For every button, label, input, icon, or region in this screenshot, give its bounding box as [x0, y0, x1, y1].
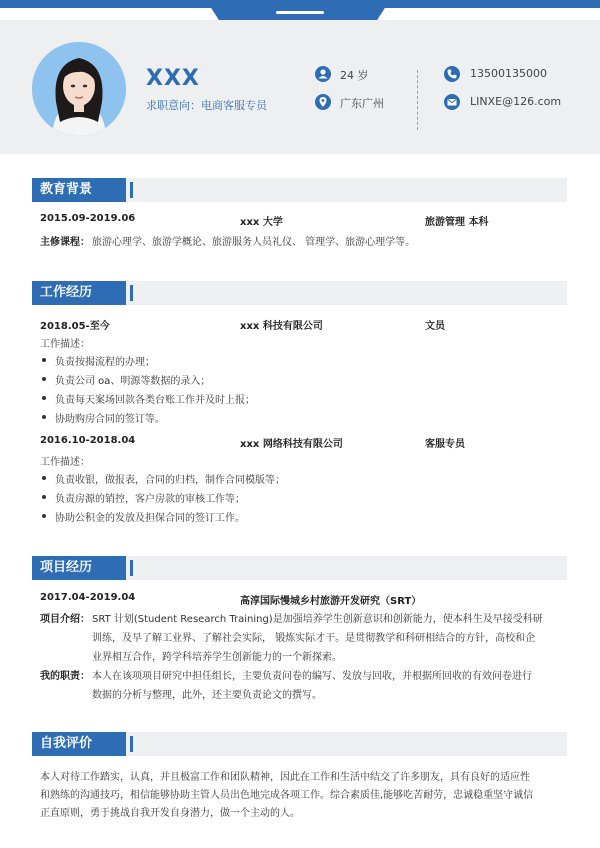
self-evaluation-line: 和熟练的沟通技巧，相信能够协助主管人员出色地完成各项工作。综合素质佳,能够吃苦耐劳，忠诚稳重坚守诚信 — [40, 790, 534, 801]
bullet-dot — [42, 396, 46, 400]
project-period: 2017.04-2019.04 — [40, 592, 136, 603]
self-evaluation-line: 本人对待工作踏实，认真，并且极富工作和团队精神，因此在工作和生活中结交了许多朋友，具有良好的适应性 — [40, 772, 530, 783]
job-company: xxx 科技有限公司 — [240, 321, 323, 332]
job-role: 文员 — [425, 321, 445, 332]
bullet-dot — [42, 358, 46, 362]
header-divider — [417, 70, 418, 130]
self-evaluation-line: 正直原则，勇于挑战自我开发自身潜力，做一个主动的人。 — [40, 808, 300, 819]
project-name: 高淳国际慢城乡村旅游开发研究（SRT） — [240, 596, 422, 607]
project-intro-label: 项目介绍： — [40, 614, 90, 625]
top-tab — [206, 0, 390, 20]
project-intro-line: 训练，及早了解工业界、了解社会实际， 锻炼实际才干。是贯彻教学和科研相结合的方针，高校和企 — [92, 633, 536, 644]
courses-text: 旅游心理学、旅游学概论、旅游服务人员礼仪、 管理学、旅游心理学等。 — [92, 237, 416, 248]
email-text: LINXE@126.com — [470, 95, 562, 108]
job-role: 客服专员 — [425, 439, 465, 450]
job-item: 协助公积金的发放及担保合同的签订工作。 — [55, 513, 245, 524]
section-accent-education — [130, 182, 133, 198]
job-item: 负责每天案场回款各类台账工作并及时上报； — [55, 395, 255, 406]
job-intent: 求职意向：电商客服专员 — [146, 99, 267, 112]
job-item: 负责按揭流程的办理； — [55, 357, 155, 368]
candidate-name: XXX — [146, 66, 200, 91]
education-major: 旅游管理 本科 — [425, 217, 489, 228]
bullet-dot — [42, 377, 46, 381]
mail-icon — [444, 94, 460, 110]
job-item: 负责收银，做报表，合同的归档，制作合同模版等； — [55, 475, 285, 486]
bullet-dot — [42, 415, 46, 419]
project-duty-line: 数据的分析与整理，此外，还主要负责论文的撰写。 — [92, 690, 322, 701]
job-period: 2016.10-2018.04 — [40, 435, 136, 446]
section-title-work: 工作经历 — [32, 281, 126, 305]
section-title-self: 自我评价 — [32, 732, 126, 756]
project-intro-line: 业界相互合作，跨学科培养学生创新能力的一个新探索。 — [92, 652, 342, 663]
job-company: xxx 网络科技有限公司 — [240, 439, 343, 450]
phone-icon — [444, 66, 460, 82]
job-desc-label: 工作描述： — [40, 457, 90, 468]
avatar — [32, 42, 126, 136]
job-period: 2018.05-至今 — [40, 321, 110, 332]
bullet-dot — [42, 495, 46, 499]
user-icon — [315, 66, 331, 82]
project-duty-label: 我的职责： — [40, 671, 90, 682]
phone-text: 13500135000 — [470, 67, 547, 80]
age-text: 24 岁 — [340, 69, 369, 82]
job-item: 负责房源的销控，客户房款的审核工作等； — [55, 494, 245, 505]
job-item: 协助购房合同的签订等。 — [55, 414, 165, 425]
project-intro-line: SRT 计划(Student Research Training)是加强培养学生创新意识和创新能力，使本科生及早接受科研 — [92, 614, 543, 625]
section-accent-project — [130, 560, 133, 576]
job-item: 负责公司 oa、明源等数据的录入； — [55, 376, 211, 387]
job-desc-label: 工作描述： — [40, 339, 90, 350]
section-accent-work — [130, 285, 133, 301]
project-duty-line: 本人在该项项目研究中担任组长，主要负责问卷的编写、发放与回收，并根据所回收的有效问卷进行 — [92, 671, 532, 682]
section-title-education: 教育背景 — [32, 178, 126, 202]
courses-label: 主修课程： — [40, 237, 90, 248]
education-period: 2015.09-2019.06 — [40, 213, 136, 224]
location-pin-icon — [315, 94, 331, 110]
section-accent-self — [130, 736, 133, 752]
bullet-dot — [42, 514, 46, 518]
location-text: 广东广州 — [340, 97, 384, 110]
top-tab-line — [276, 11, 324, 14]
section-title-project: 项目经历 — [32, 556, 126, 580]
education-school: xxx 大学 — [240, 217, 283, 228]
bullet-dot — [42, 476, 46, 480]
